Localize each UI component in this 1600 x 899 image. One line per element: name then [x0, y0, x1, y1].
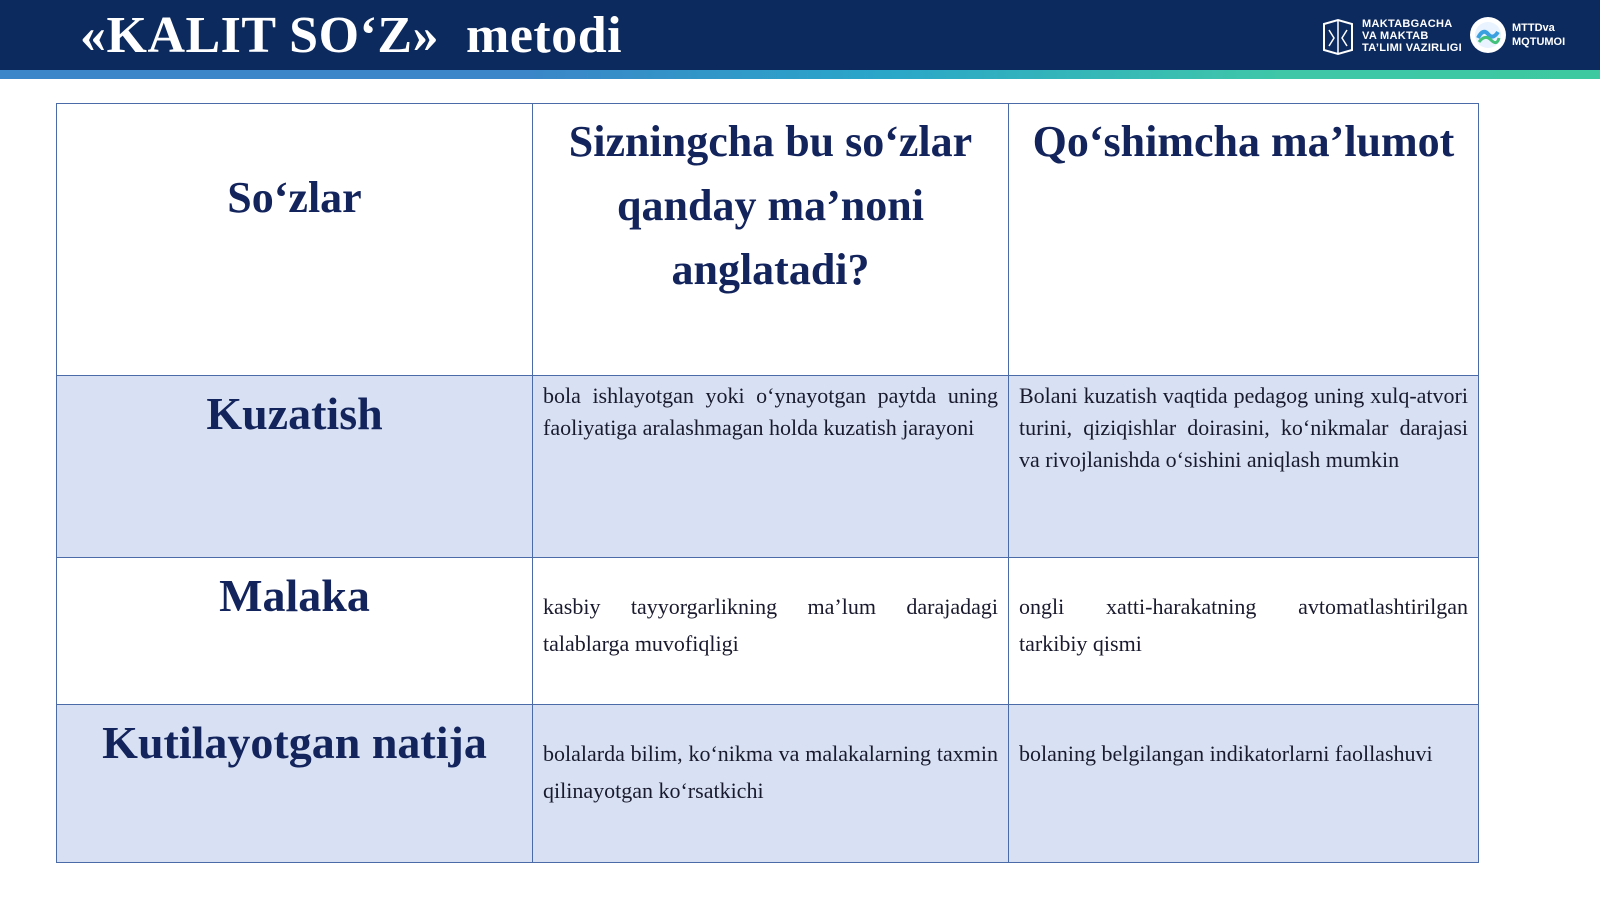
mttdva-logo: [1470, 17, 1565, 53]
header-bar: [0, 0, 1600, 70]
row-info: Bolani kuzatish vaqtida pedagog uning xulq-atvori turini, qiziqishlar doirasini, ko‘nikmalar darajasi va rivojlanishda o‘sishini aniqlash mumkin: [1019, 383, 1468, 472]
row-info: bolaning belgilangan indikatorlarni faollashuvi: [1019, 741, 1433, 766]
info-cell: [1009, 705, 1479, 863]
row-word: Kuzatish: [206, 388, 383, 439]
header-accent-stripe: [0, 70, 1600, 79]
row-word: Kutilayotgan natija: [102, 717, 487, 768]
meaning-cell: [533, 376, 1009, 558]
info-cell: [1009, 376, 1479, 558]
info-cell: [1009, 558, 1479, 705]
row-meaning: bolalarda bilim, ko‘nikma va malakalarning taxmin qilinayotgan ko‘rsatkichi: [543, 741, 998, 803]
mttdva-logo-text: MTTDva MQTUMOI: [1512, 22, 1566, 48]
keyword-table: [56, 103, 1479, 863]
header-meaning: Sizningcha bu so‘zlar qanday ma’noni anglatadi?: [568, 117, 973, 294]
mttdva-emblem-icon: [1470, 17, 1506, 53]
header-cell: [533, 104, 1009, 376]
row-word: Malaka: [219, 570, 370, 621]
word-cell: [57, 376, 533, 558]
table-row: [57, 705, 1479, 863]
table-row: [57, 558, 1479, 705]
page-title: «KALIT SO‘Z» metodi: [80, 7, 623, 64]
book-logo-icon: [1320, 16, 1356, 56]
row-meaning: bola ishlayotgan yoki o‘ynayotgan paytda uning faoliyatiga aralashmagan holda kuzatish jarayoni: [543, 383, 998, 440]
ministry-logo-text: MAKTABGACHA VA MAKTAB TA’LIMI VAZIRLIGI: [1362, 18, 1463, 54]
meaning-cell: [533, 705, 1009, 863]
header-cell: [1009, 104, 1479, 376]
header-words: So‘zlar: [227, 173, 362, 222]
header-extra-info: Qo‘shimcha ma’lumot: [1032, 117, 1455, 166]
meaning-cell: [533, 558, 1009, 705]
table-row: [57, 376, 1479, 558]
row-info: ongli xatti-harakatning avtomatlashtirilgan tarkibiy qismi: [1019, 594, 1468, 656]
table-header-row: [57, 104, 1479, 376]
word-cell: [57, 558, 533, 705]
word-cell: [57, 705, 533, 863]
row-meaning: kasbiy tayyorgarlikning ma’lum darajadagi talablarga muvofiqligi: [543, 594, 998, 656]
header-cell: [57, 104, 533, 376]
ministry-logo: [1320, 16, 1462, 56]
